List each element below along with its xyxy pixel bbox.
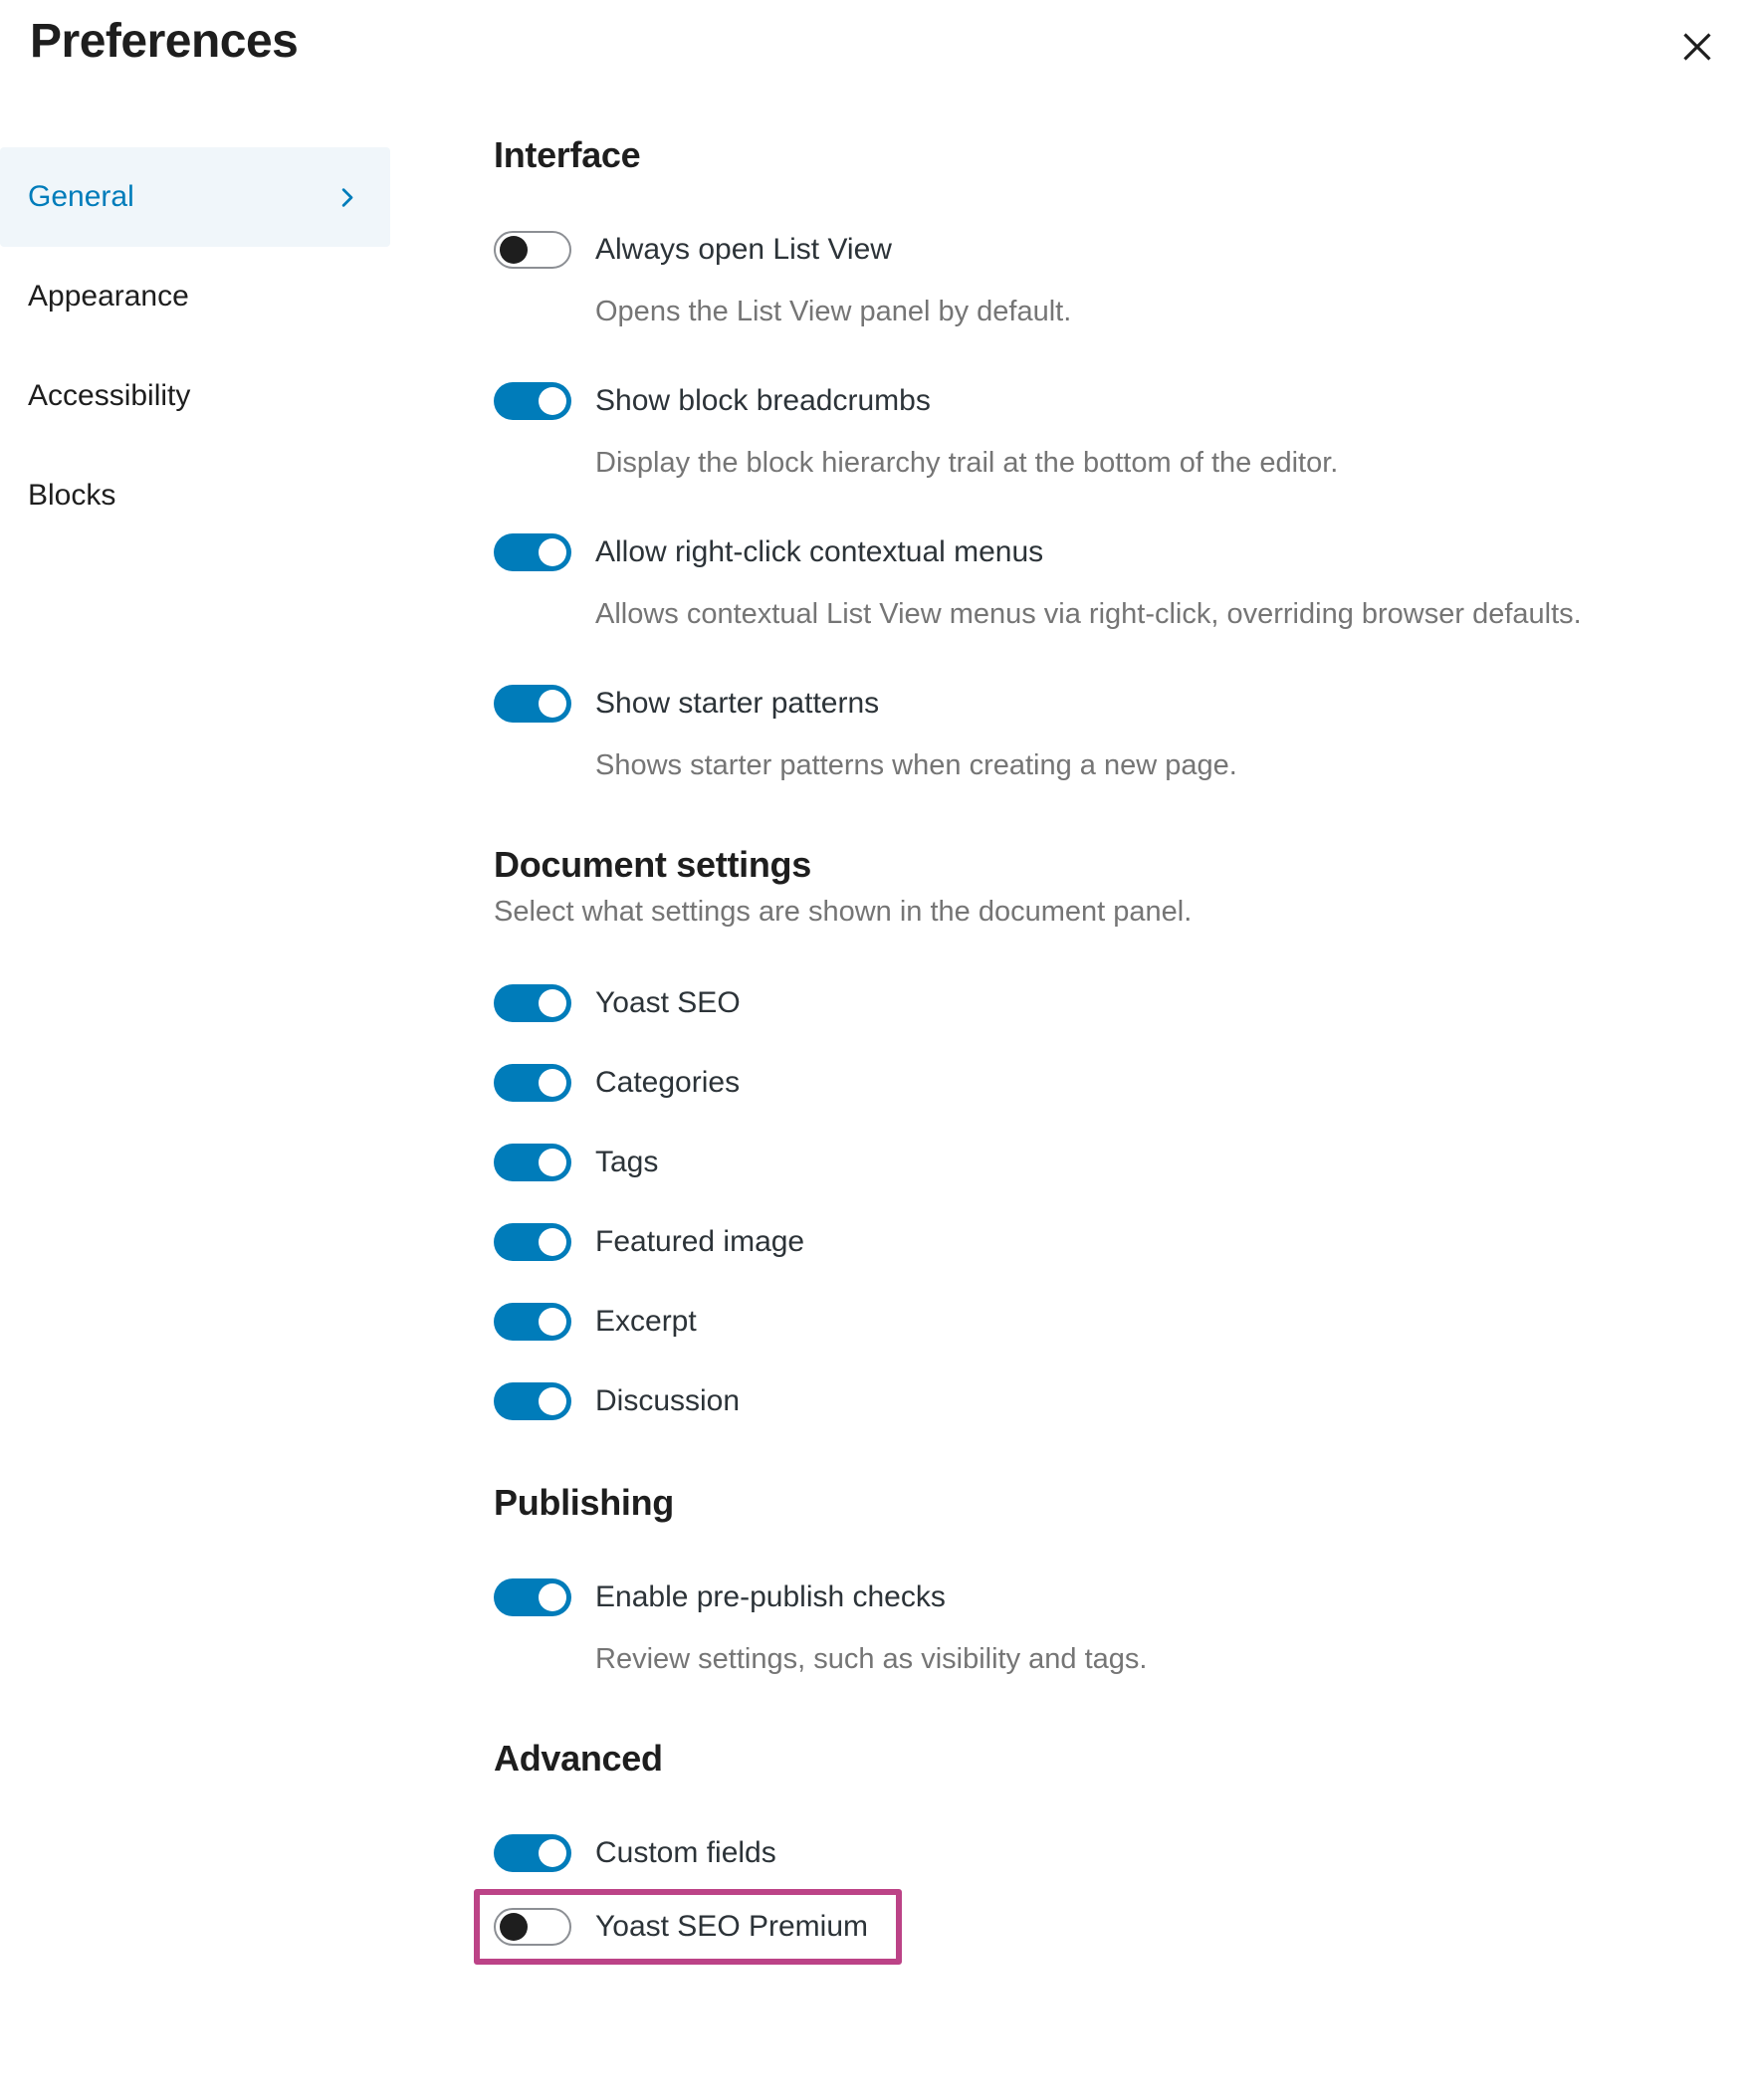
setting-row-excerpt: [494, 1302, 1704, 1342]
yoast-seo-toggle[interactable]: [494, 984, 571, 1022]
section-body-interface: [494, 230, 1704, 783]
toggle-knob: [539, 1069, 566, 1097]
setting-custom-fields: [494, 1833, 1704, 1873]
setting-row-yoast-seo: [494, 983, 1704, 1023]
setting-allow-right-click-contextual-menus: [494, 532, 1704, 632]
setting-row-show-block-breadcrumbs: [494, 381, 1704, 421]
sidebar-item-blocks[interactable]: [0, 446, 390, 545]
setting-row-categories: [494, 1063, 1704, 1103]
setting-yoast-seo: [494, 983, 1704, 1023]
setting-label[interactable]: Tags: [595, 1146, 659, 1178]
section-title: Advanced: [494, 1738, 663, 1779]
setting-yoast-seo-premium: [494, 1907, 868, 1947]
setting-label[interactable]: Categories: [595, 1066, 741, 1099]
toggle-knob: [539, 989, 566, 1017]
tags-toggle[interactable]: [494, 1144, 571, 1181]
toggle-knob: [500, 236, 528, 264]
toggle-knob: [539, 1839, 566, 1867]
setting-label[interactable]: Excerpt: [595, 1305, 697, 1338]
section-body-document-settings: [494, 983, 1704, 1421]
chevron-right-icon: [333, 184, 360, 211]
setting-label[interactable]: Enable pre-publish checks: [595, 1580, 946, 1613]
sidebar-item-general[interactable]: [0, 147, 390, 247]
setting-label[interactable]: Show block breadcrumbs: [595, 384, 931, 417]
setting-label[interactable]: Custom fields: [595, 1836, 776, 1869]
setting-label[interactable]: Show starter patterns: [595, 687, 880, 720]
section-advanced: [494, 1737, 1704, 1965]
show-block-breadcrumbs-toggle[interactable]: [494, 382, 571, 420]
section-publishing: [494, 1481, 1704, 1677]
setting-row-tags: [494, 1143, 1704, 1182]
setting-categories: [494, 1063, 1704, 1103]
setting-label[interactable]: Allow right-click contextual menus: [595, 535, 1044, 568]
setting-row-always-open-list-view: [494, 230, 1704, 270]
toggle-knob: [539, 538, 566, 566]
setting-description: Display the block hierarchy trail at the bottom of the editor.: [595, 447, 1339, 479]
discussion-toggle[interactable]: [494, 1382, 571, 1420]
section-body-advanced: [494, 1833, 1704, 1965]
setting-description: Opens the List View panel by default.: [595, 296, 1072, 327]
enable-pre-publish-checks-toggle[interactable]: [494, 1578, 571, 1616]
setting-show-starter-patterns: [494, 684, 1704, 783]
featured-image-toggle[interactable]: [494, 1223, 571, 1261]
always-open-list-view-toggle[interactable]: [494, 231, 571, 269]
settings-panel: [494, 133, 1704, 1965]
toggle-knob: [539, 690, 566, 718]
sidebar-item-appearance[interactable]: [0, 247, 390, 346]
section-title: Publishing: [494, 1482, 674, 1523]
toggle-knob: [500, 1913, 528, 1941]
setting-show-block-breadcrumbs: [494, 381, 1704, 481]
toggle-knob: [539, 1228, 566, 1256]
setting-row-show-starter-patterns: [494, 684, 1704, 724]
sidebar-item-accessibility[interactable]: [0, 346, 390, 446]
toggle-knob: [539, 1308, 566, 1336]
section-body-publishing: [494, 1577, 1704, 1677]
section-title: Document settings: [494, 844, 811, 885]
setting-tags: [494, 1143, 1704, 1182]
setting-row-allow-right-click-contextual-menus: [494, 532, 1704, 572]
setting-row-custom-fields: [494, 1833, 1704, 1873]
toggle-knob: [539, 387, 566, 415]
setting-label[interactable]: Always open List View: [595, 233, 892, 266]
section-title: Interface: [494, 134, 641, 175]
setting-featured-image: [494, 1222, 1704, 1262]
setting-description: Review settings, such as visibility and tags.: [595, 1643, 1148, 1675]
setting-description: Allows contextual List View menus via right-click, overriding browser defaults.: [595, 598, 1582, 630]
highlight-annotation: [474, 1889, 902, 1965]
excerpt-toggle[interactable]: [494, 1303, 571, 1341]
sidebar: [0, 147, 390, 545]
sidebar-item-label: General: [28, 180, 134, 213]
section-subtitle: Select what settings are shown in the document panel.: [494, 896, 1193, 928]
setting-enable-pre-publish-checks: [494, 1577, 1704, 1677]
setting-label[interactable]: Yoast SEO: [595, 986, 741, 1019]
custom-fields-toggle[interactable]: [494, 1834, 571, 1872]
setting-discussion: [494, 1381, 1704, 1421]
setting-label[interactable]: Yoast SEO Premium: [595, 1910, 868, 1943]
sidebar-item-label: Blocks: [28, 479, 116, 512]
toggle-knob: [539, 1149, 566, 1176]
setting-excerpt: [494, 1302, 1704, 1342]
setting-row-yoast-seo-premium: [494, 1907, 868, 1947]
setting-always-open-list-view: [494, 230, 1704, 329]
dialog-title: Preferences: [30, 15, 299, 68]
setting-row-featured-image: [494, 1222, 1704, 1262]
close-button[interactable]: [1674, 24, 1720, 70]
section-interface: [494, 133, 1704, 783]
sidebar-item-label: Appearance: [28, 280, 189, 313]
toggle-knob: [539, 1583, 566, 1611]
setting-label[interactable]: Featured image: [595, 1225, 805, 1258]
setting-description: Shows starter patterns when creating a new page.: [595, 749, 1237, 781]
close-icon: [1677, 27, 1717, 67]
setting-row-discussion: [494, 1381, 1704, 1421]
section-document-settings: [494, 843, 1704, 1421]
show-starter-patterns-toggle[interactable]: [494, 685, 571, 723]
allow-right-click-contextual-menus-toggle[interactable]: [494, 533, 571, 571]
categories-toggle[interactable]: [494, 1064, 571, 1102]
setting-label[interactable]: Discussion: [595, 1384, 741, 1417]
toggle-knob: [539, 1387, 566, 1415]
setting-row-enable-pre-publish-checks: [494, 1577, 1704, 1617]
yoast-seo-premium-toggle[interactable]: [494, 1908, 571, 1946]
sidebar-item-label: Accessibility: [28, 379, 191, 412]
